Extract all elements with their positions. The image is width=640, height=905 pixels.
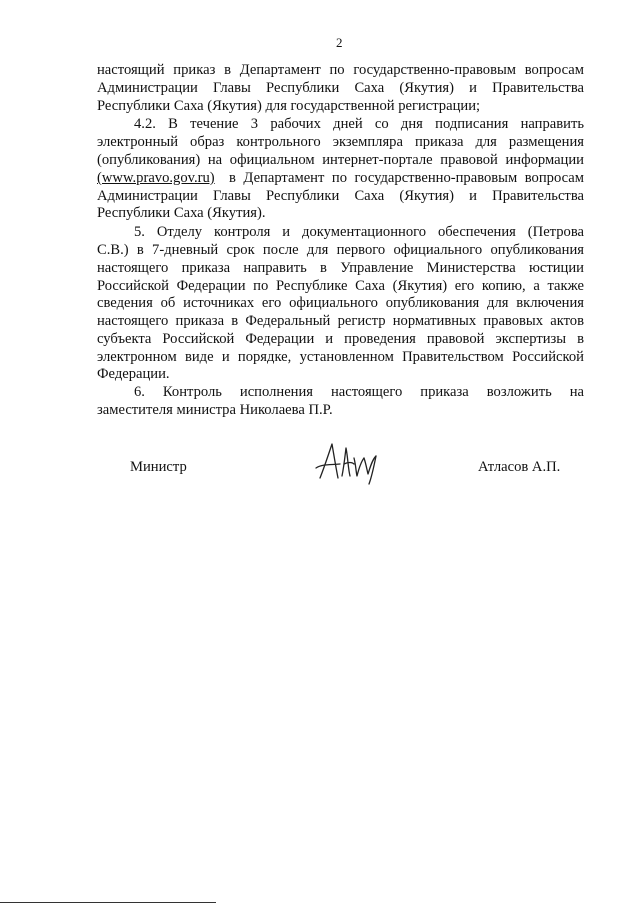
text-line: настоящего приказа в Федеральный регистр нормативных правовых актов bbox=[97, 313, 584, 329]
text-line: электронном виде и порядке, установленном Правительством Российской bbox=[97, 349, 584, 365]
text-line: 6. Контроль исполнения настоящего приказа возложить на bbox=[134, 384, 584, 400]
text-line: электронный образ контрольного экземпляра приказа для размещения bbox=[97, 134, 584, 150]
page-number: 2 bbox=[336, 35, 343, 50]
pravo-link[interactable]: (www.pravo.gov.ru) bbox=[97, 170, 215, 186]
text-line: настоящего приказа направить в Управление Министерства юстиции bbox=[97, 260, 584, 276]
text-line: субъекта Российской Федерации и проведения правовой экспертизы в bbox=[97, 331, 584, 347]
text-line: заместителя министра Николаева П.Р. bbox=[97, 402, 333, 418]
footer-rule bbox=[0, 902, 216, 903]
text-line: Администрации Главы Республики Саха (Якутия) и Правительства bbox=[97, 80, 584, 96]
text-line: (опубликования) на официальном интернет-портале правовой информации bbox=[97, 152, 584, 168]
text-line: Республики Саха (Якутия). bbox=[97, 205, 266, 221]
text-line: Российской Федерации по Республике Саха (Якутия) его копию, а также bbox=[97, 278, 584, 294]
text-line: Республики Саха (Якутия) для государственной регистрации; bbox=[97, 98, 481, 114]
text-line: 5. Отделу контроля и документационного обеспечения (Петрова bbox=[134, 224, 584, 240]
text-line: С.В.) в 7-дневный срок после для первого официального опубликования bbox=[97, 242, 584, 258]
handwritten-signature bbox=[312, 438, 392, 488]
signatory-position: Министр bbox=[130, 459, 187, 475]
text-line: Федерации. bbox=[97, 366, 170, 382]
text-line-rest: в Департамент по государственно-правовым вопросам bbox=[229, 170, 584, 186]
text-line: настоящий приказ в Департамент по государственно-правовым вопросам bbox=[97, 62, 584, 78]
text-line: Администрации Главы Республики Саха (Якутия) и Правительства bbox=[97, 188, 584, 204]
text-line: сведения об источниках его официального опубликования для включения bbox=[97, 295, 584, 311]
text-line bbox=[97, 169, 584, 187]
signatory-name: Атласов А.П. bbox=[478, 459, 561, 475]
text-line: 4.2. В течение 3 рабочих дней со дня подписания направить bbox=[134, 116, 584, 132]
